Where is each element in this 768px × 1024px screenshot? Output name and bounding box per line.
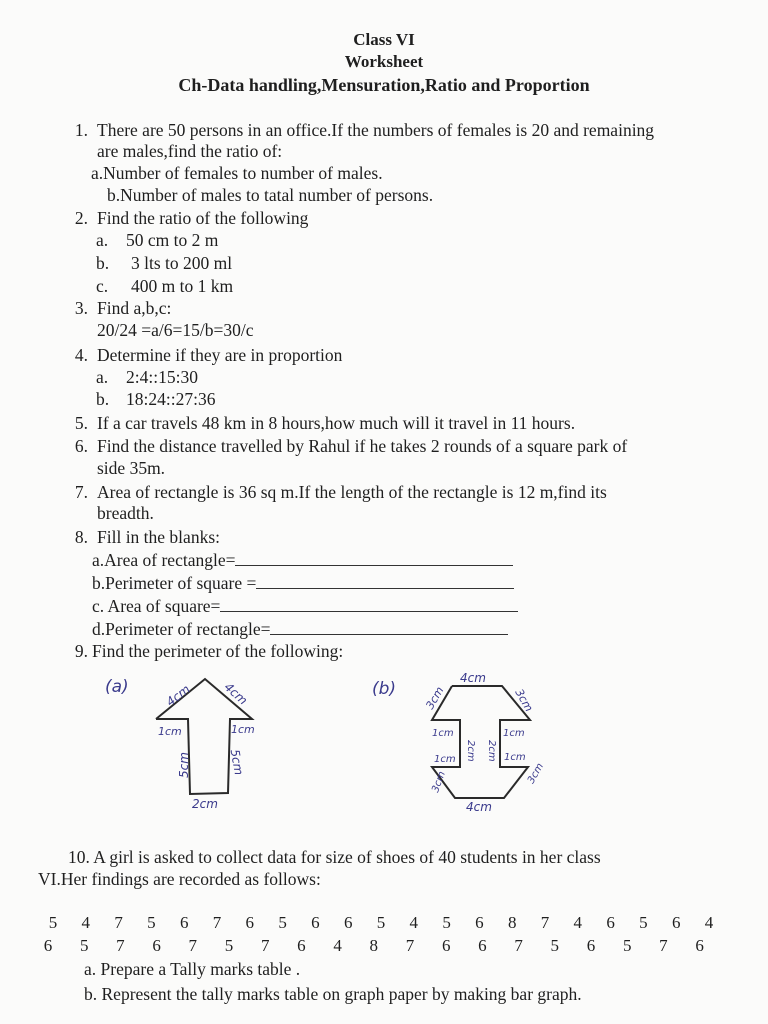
figure-a-side-label: 1cm bbox=[158, 725, 182, 738]
figure-a-side-label: 5cm bbox=[227, 748, 246, 777]
question-10-part-a: a. Prepare a Tally marks table . bbox=[84, 959, 301, 979]
figure-b-side-label: 3cm bbox=[430, 769, 448, 795]
question-4-b-label: b. bbox=[96, 389, 110, 409]
question-8-number: 8. bbox=[74, 527, 88, 547]
question-4-part-b: 18:24::27:36 bbox=[126, 389, 216, 409]
question-7-number: 7. bbox=[74, 482, 88, 502]
shoe-size-value: 7 bbox=[212, 913, 222, 932]
figure-b-side-label: 3cm bbox=[512, 686, 536, 714]
question-10-line1: 10. A girl is asked to collect data for size of shoes of 40 students in her class bbox=[68, 847, 601, 867]
question-6-line1: Find the distance travelled by Rahul if he takes 2 rounds of a square park of bbox=[97, 436, 628, 456]
shoe-size-value: 6 bbox=[343, 913, 353, 932]
question-10-line2: VI.Her findings are recorded as follows: bbox=[38, 869, 321, 889]
blank-area-square-label: c. Area of square= bbox=[92, 596, 221, 616]
shoe-size-value: 5 bbox=[550, 936, 560, 955]
question-4-text: Determine if they are in proportion bbox=[97, 345, 343, 365]
figure-b-side-label: 4cm bbox=[460, 671, 486, 685]
figure-b-shape bbox=[432, 686, 530, 798]
shoe-size-value: 6 bbox=[297, 936, 306, 955]
question-2-number: 2. bbox=[74, 208, 88, 228]
question-2-text: Find the ratio of the following bbox=[97, 208, 309, 228]
question-2-part-b: 3 lts to 200 ml bbox=[131, 253, 233, 273]
figure-b-side-label: 2cm bbox=[465, 740, 476, 762]
question-1-part-b: b.Number of males to tatal number of persons. bbox=[107, 185, 434, 205]
figure-a-side-label: 4cm bbox=[221, 679, 251, 708]
figure-a-side-label: 4cm bbox=[163, 682, 193, 710]
shoe-size-value: 6 bbox=[179, 913, 189, 932]
shoe-size-value: 7 bbox=[116, 936, 125, 955]
question-2-c-label: c. bbox=[96, 276, 109, 296]
question-9-text: Find the perimeter of the following: bbox=[92, 641, 344, 661]
shoe-size-value: 4 bbox=[704, 913, 714, 932]
blank-perimeter-square-label: b.Perimeter of square = bbox=[92, 573, 257, 593]
question-6-line2: side 35m. bbox=[97, 458, 166, 478]
question-4-part-a: 2:4::15:30 bbox=[126, 367, 198, 387]
shoe-size-value: 5 bbox=[79, 936, 89, 955]
shoe-size-value: 7 bbox=[540, 913, 550, 932]
question-3-number: 3. bbox=[74, 298, 88, 318]
shoe-size-value: 8 bbox=[369, 936, 379, 955]
question-4-a-label: a. bbox=[96, 367, 109, 387]
figure-b-label: (b) bbox=[372, 679, 397, 699]
shoe-size-value: 4 bbox=[409, 913, 419, 932]
shoe-size-value: 6 bbox=[586, 936, 596, 955]
shoe-size-value: 6 bbox=[478, 936, 487, 955]
question-6-number: 6. bbox=[74, 436, 88, 456]
question-5-text: If a car travels 48 km in 8 hours,how much will it travel in 11 hours. bbox=[97, 413, 576, 433]
shoe-size-value: 8 bbox=[507, 913, 517, 932]
figure-b-side-label: 1cm bbox=[503, 728, 525, 739]
shoe-size-value: 6 bbox=[441, 936, 451, 955]
shoe-size-value: 5 bbox=[147, 913, 156, 932]
figure-b-side-label: 3cm bbox=[423, 684, 447, 712]
figure-a-label: (a) bbox=[105, 677, 129, 697]
shoe-size-value: 7 bbox=[405, 936, 415, 955]
blank-area-rectangle-label: a.Area of rectangle= bbox=[92, 550, 236, 570]
shoe-size-value: 5 bbox=[442, 913, 451, 932]
question-1-part-a: a.Number of females to number of males. bbox=[91, 163, 383, 183]
shoe-size-value: 5 bbox=[622, 936, 632, 955]
shoe-size-value: 4 bbox=[573, 913, 583, 932]
shoe-size-value: 6 bbox=[245, 913, 255, 932]
shoe-size-value: 6 bbox=[311, 913, 320, 932]
figure-b-side-label: 3cm bbox=[525, 761, 547, 786]
question-4-number: 4. bbox=[74, 345, 88, 365]
question-2-b-label: b. bbox=[96, 253, 110, 273]
worksheet-class: Class VI bbox=[353, 30, 415, 49]
shoe-size-value: 7 bbox=[514, 936, 523, 955]
shoe-size-value: 6 bbox=[695, 936, 704, 955]
question-1-line2: are males,find the ratio of: bbox=[97, 141, 283, 161]
shoe-size-value: 6 bbox=[43, 936, 53, 955]
figure-a-side-label: 2cm bbox=[192, 797, 218, 811]
question-2-a-label: a. bbox=[96, 230, 109, 250]
question-7-line2: breadth. bbox=[97, 503, 154, 523]
shoe-size-value: 5 bbox=[48, 913, 58, 932]
figure-b-side-label: 1cm bbox=[504, 752, 526, 763]
figure-a-side-label: 5cm bbox=[177, 752, 191, 778]
chapter-title: Ch-Data handling,Mensuration,Ratio and Proportion bbox=[178, 75, 590, 95]
question-10-part-b: b. Represent the tally marks table on graph paper by making bar graph. bbox=[84, 984, 582, 1004]
question-8-text: Fill in the blanks: bbox=[97, 527, 220, 547]
shoe-size-value: 7 bbox=[114, 913, 123, 932]
shoe-size-value: 6 bbox=[606, 913, 615, 932]
question-9-number: 9. bbox=[74, 641, 88, 661]
shoe-size-value: 6 bbox=[671, 913, 681, 932]
blank-perimeter-rectangle-label: d.Perimeter of rectangle= bbox=[92, 619, 271, 639]
shoe-size-value: 4 bbox=[333, 936, 342, 955]
shoe-size-value: 7 bbox=[659, 936, 668, 955]
question-3-equation: 20/24 =a/6=15/b=30/c bbox=[97, 320, 254, 340]
question-7-line1: Area of rectangle is 36 sq m.If the length of the rectangle is 12 m,find its bbox=[97, 482, 607, 502]
shoe-size-value: 7 bbox=[188, 936, 198, 955]
question-3-text: Find a,b,c: bbox=[97, 298, 172, 318]
shoe-size-value: 5 bbox=[376, 913, 386, 932]
figure-b-side-label: 1cm bbox=[432, 728, 454, 739]
shoe-size-value: 4 bbox=[81, 913, 91, 932]
figure-b-side-label: 1cm bbox=[434, 754, 456, 765]
worksheet-title: Worksheet bbox=[344, 52, 424, 71]
shoe-size-value: 5 bbox=[639, 913, 648, 932]
shoe-size-value: 5 bbox=[224, 936, 234, 955]
figure-b-side-label: 4cm bbox=[466, 800, 492, 814]
figure-a-side-label: 1cm bbox=[231, 723, 255, 736]
question-2-part-c: 400 m to 1 km bbox=[131, 276, 234, 296]
question-5-number: 5. bbox=[74, 413, 88, 433]
shoe-size-value: 6 bbox=[152, 936, 161, 955]
question-2-part-a: 50 cm to 2 m bbox=[126, 230, 219, 250]
shoe-size-value: 5 bbox=[278, 913, 287, 932]
shoe-size-value: 6 bbox=[475, 913, 484, 932]
shoe-size-value: 7 bbox=[260, 936, 270, 955]
figure-b-side-label: 2cm bbox=[486, 740, 497, 762]
question-1-line1: There are 50 persons in an office.If the numbers of females is 20 and remaining bbox=[97, 120, 655, 140]
question-1-number: 1. bbox=[74, 120, 88, 140]
